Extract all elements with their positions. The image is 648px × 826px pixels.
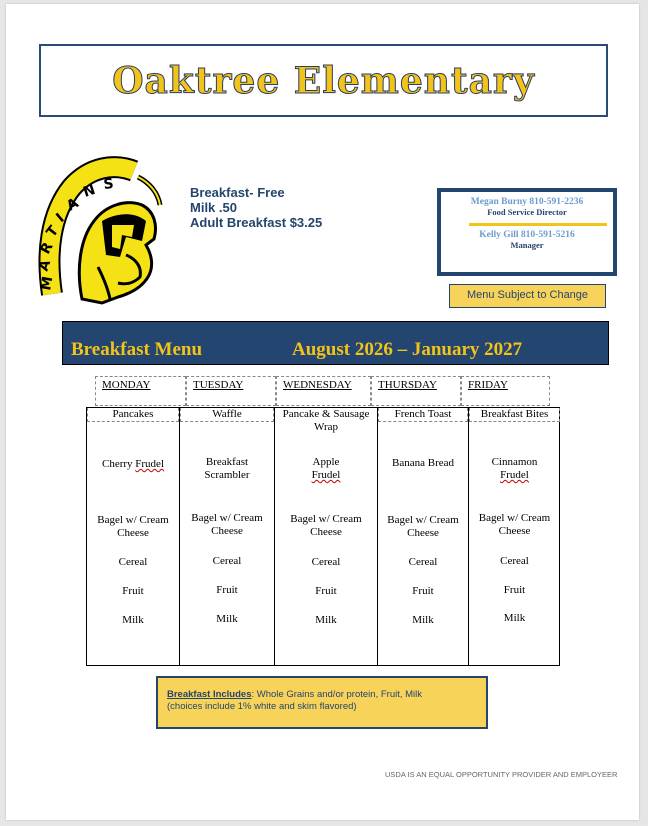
menu-column-friday — [469, 408, 560, 665]
contact-divider — [469, 223, 607, 226]
menu-item: Bagel w/ Cream Cheese — [387, 514, 459, 539]
day-header-tuesday: TUESDAY — [186, 376, 276, 406]
title-box — [39, 44, 608, 117]
usda-footer: USDA IS AN EQUAL OPPORTUNITY PROVIDER AND EMPLOYEER — [385, 770, 618, 779]
menu-item: Apple Frudel — [311, 456, 341, 481]
menu-item: Banana Bread — [392, 457, 454, 469]
menu-item: Cereal — [311, 556, 341, 568]
price-list — [190, 185, 322, 230]
svg-text:R: R — [37, 239, 57, 257]
svg-text:M: M — [38, 275, 57, 292]
menu-item: Fruit — [122, 585, 144, 597]
day-header-thursday: THURSDAY — [371, 376, 461, 406]
day-header-monday: MONDAY — [95, 376, 186, 406]
menu-item: Bagel w/ Cream Cheese — [290, 513, 362, 538]
svg-text:S: S — [102, 176, 115, 193]
svg-text:A: A — [35, 257, 55, 274]
menu-subject-note: Menu Subject to Change — [449, 284, 606, 308]
menu-banner — [62, 321, 609, 365]
director-role: Food Service Director — [487, 207, 567, 217]
day-header-friday: FRIDAY — [461, 376, 550, 406]
menu-item: Milk — [122, 614, 144, 626]
breakfast-includes-box — [156, 676, 488, 729]
menu-item: Fruit — [315, 585, 337, 597]
menu-item: Fruit — [503, 584, 526, 596]
menu-item: Cereal — [408, 556, 438, 568]
svg-text:A: A — [64, 195, 82, 215]
menu-item: Fruit — [216, 584, 238, 596]
martian-helmet-logo — [35, 159, 162, 304]
menu-item: French Toast — [378, 408, 468, 422]
adult-breakfast-price: Adult Breakfast $3.25 — [190, 215, 323, 230]
manager-role: Manager — [510, 240, 544, 250]
includes-text: : Whole Grains and/or protein, Fruit, Milk — [251, 689, 423, 700]
menu-item: Bagel w/ Cream Cheese — [478, 512, 551, 537]
breakfast-price: Breakfast- Free — [190, 185, 285, 200]
milk-price: Milk .50 — [190, 200, 237, 215]
contact-box — [437, 188, 617, 276]
svg-text:T: T — [43, 223, 63, 241]
menu-column-monday — [87, 408, 180, 665]
menu-column-thursday — [378, 408, 469, 665]
menu-item: Breakfast Bites — [469, 408, 560, 422]
menu-item: Milk — [315, 614, 337, 626]
menu-item: Pancake & Sausage Wrap — [282, 408, 370, 433]
menu-item: Cinnamon Frudel — [491, 456, 538, 481]
menu-item: Fruit — [412, 585, 434, 597]
banner-menu-label: Breakfast Menu — [71, 339, 203, 360]
menu-item: Cherry Frudel — [101, 458, 165, 470]
document-page — [6, 4, 639, 820]
menu-table — [86, 407, 560, 666]
includes-lead: Breakfast Includes — [167, 689, 252, 700]
svg-text:N: N — [81, 181, 98, 201]
menu-item: Cereal — [212, 555, 242, 567]
menu-item: Milk — [412, 614, 434, 626]
banner-dates: August 2026 – January 2027 — [292, 339, 523, 360]
includes-note: (choices include 1% white and skim flavored) — [167, 701, 357, 712]
menu-item: Milk — [216, 613, 238, 625]
director-name: Megan Burny 810-591-2236 — [470, 197, 584, 207]
menu-item: Waffle — [180, 408, 274, 422]
menu-item: Milk — [503, 612, 526, 624]
school-title: Oaktree Elementary — [112, 59, 535, 102]
menu-item: Bagel w/ Cream Cheese — [97, 514, 169, 539]
menu-item: Breakfast Scrambler — [204, 456, 250, 481]
menu-item: Cereal — [500, 555, 529, 567]
menu-item: Bagel w/ Cream Cheese — [191, 512, 263, 537]
menu-item: Cereal — [118, 556, 148, 568]
svg-text:I: I — [53, 210, 68, 227]
menu-column-tuesday — [180, 408, 275, 665]
day-header-wednesday: WEDNESDAY — [276, 376, 371, 406]
menu-item: Pancakes — [87, 408, 179, 422]
manager-name: Kelly Gill 810-591-5216 — [479, 230, 575, 240]
menu-column-wednesday — [275, 408, 378, 665]
